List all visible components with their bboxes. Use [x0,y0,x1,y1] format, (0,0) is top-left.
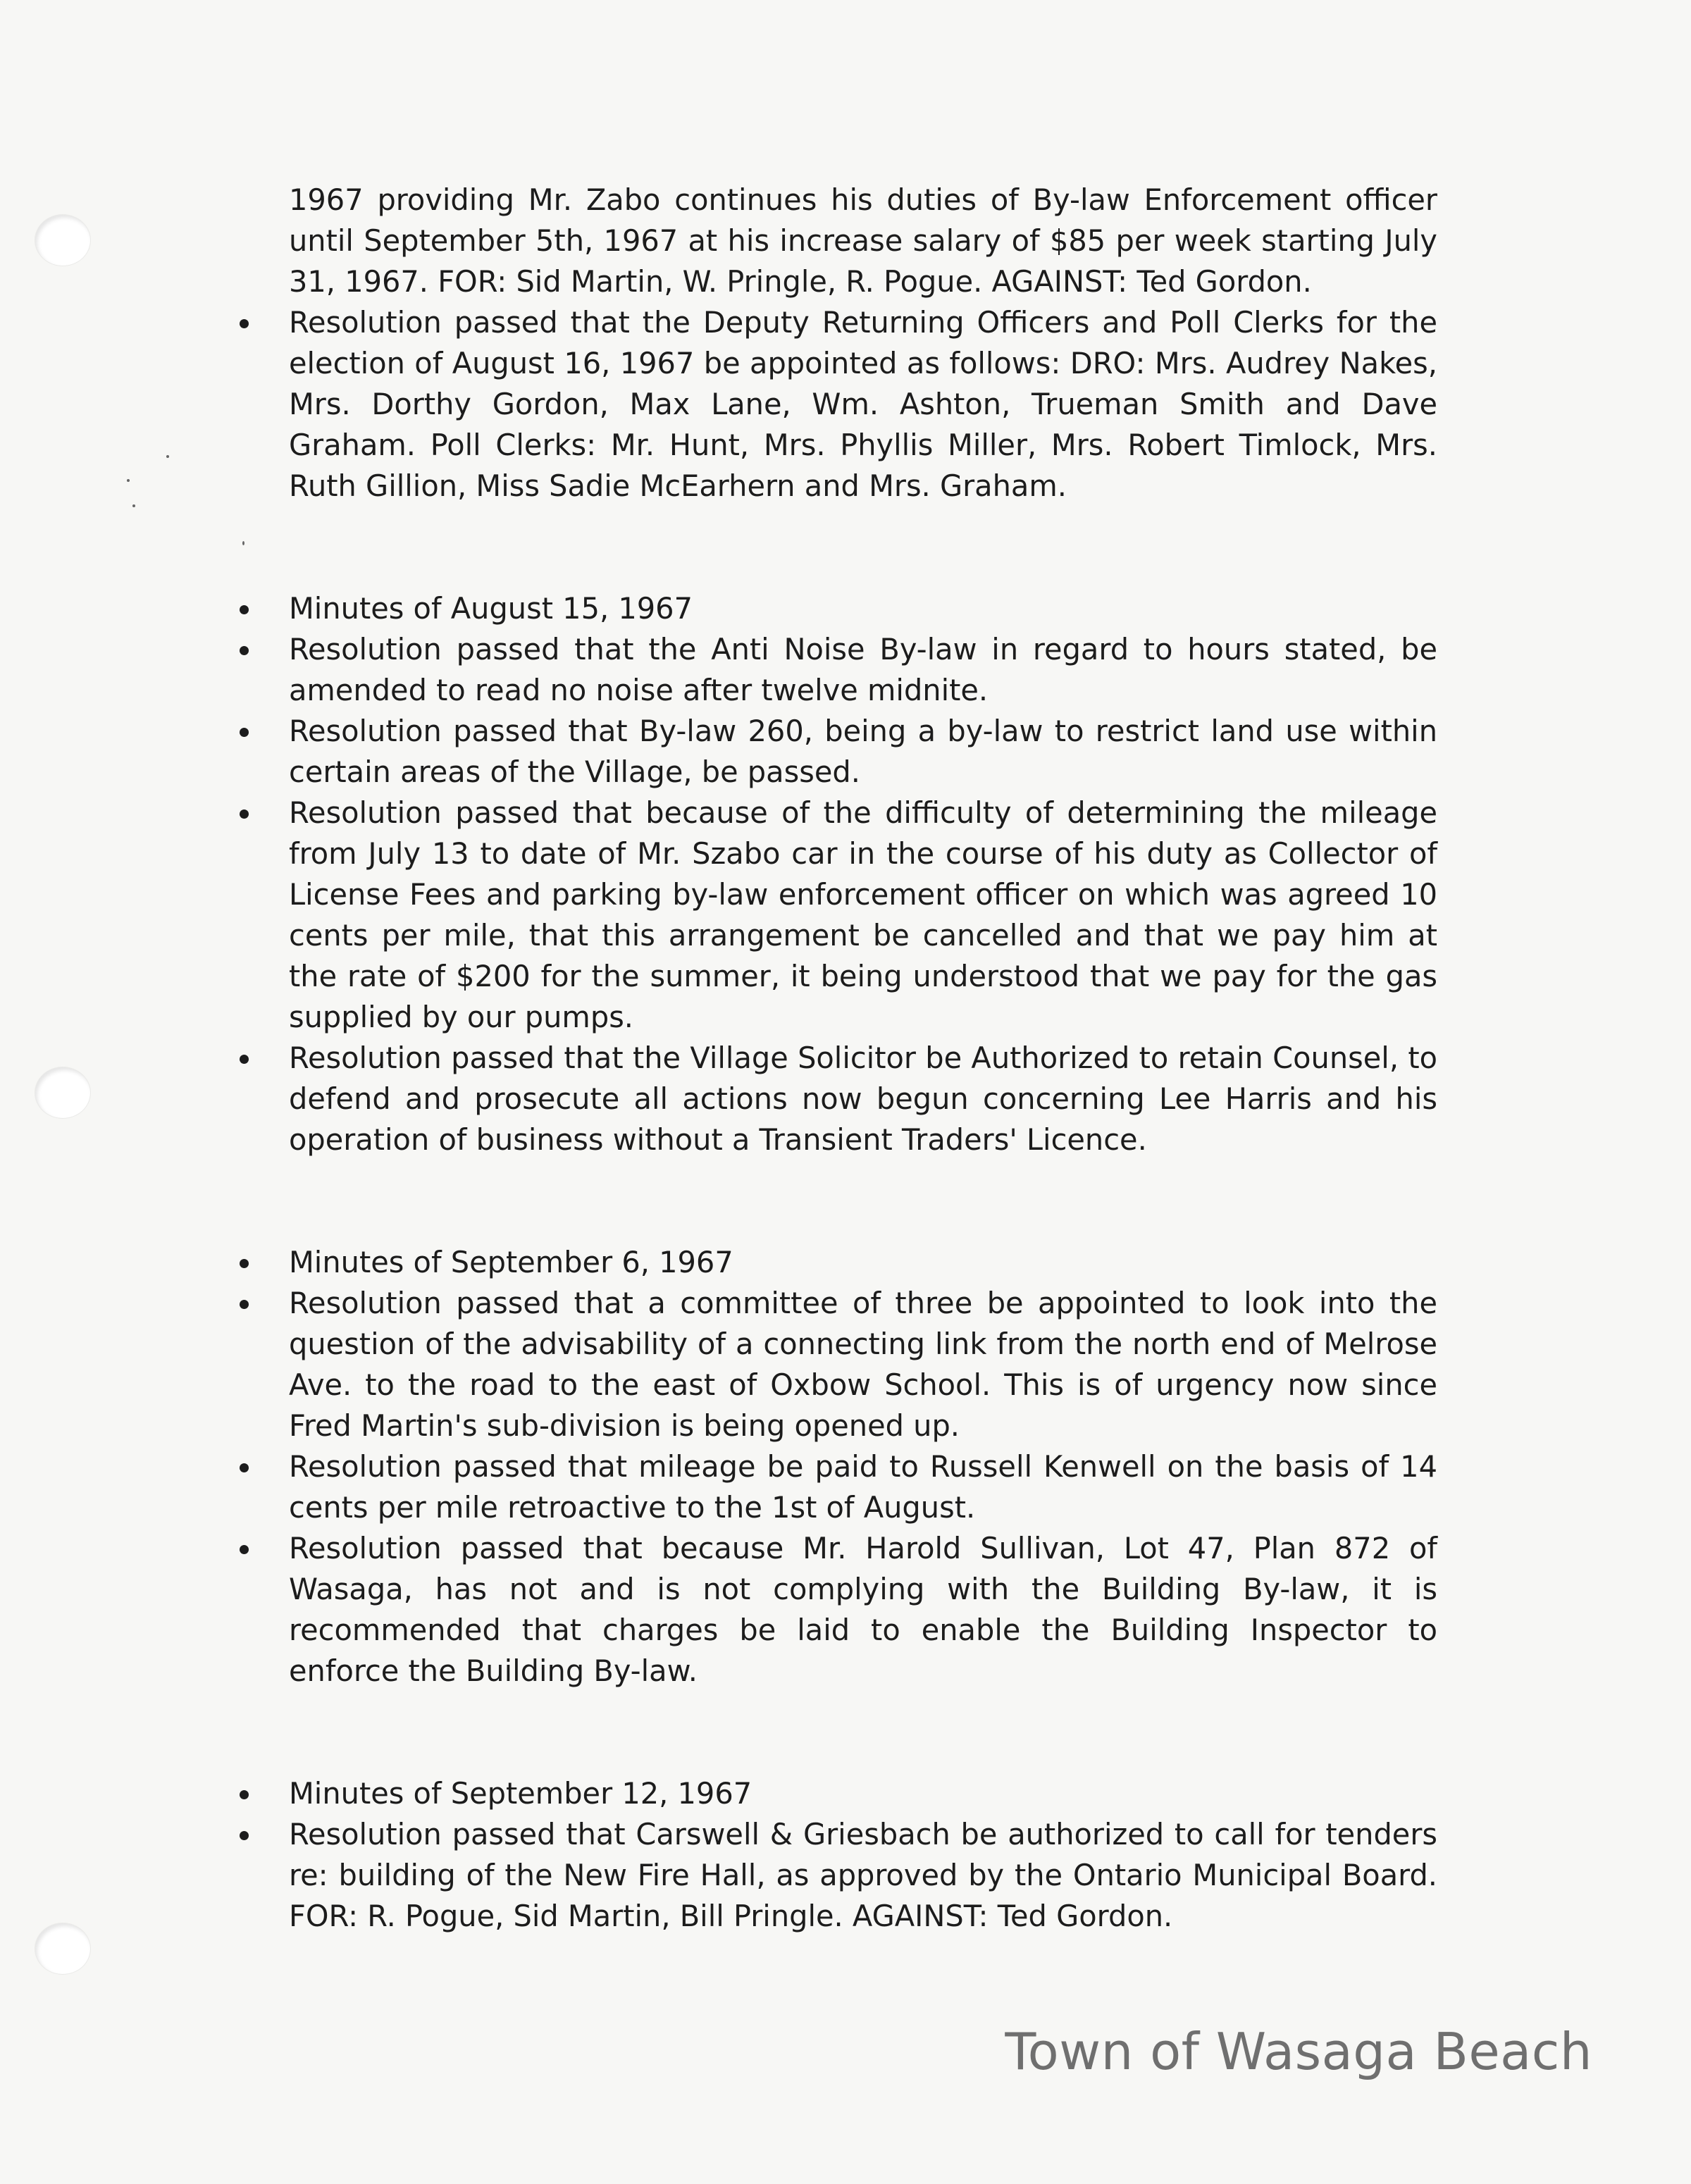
scan-speck [132,504,135,507]
scan-speck [127,479,130,482]
list-item: Resolution passed that the Village Solicitor be Authorized to retain Counsel, to defend and prosecute all actions now begun concerning Lee Harris and his operation of business without a Transient Traders' Licence. [233,1038,1437,1160]
document-body [233,180,1437,1937]
list-item: Resolution passed that mileage be paid to Russell Kenwell on the basis of 14 cents per mile retroactive to the 1st of August. [233,1446,1437,1528]
minutes-heading-sep-12: Minutes of September 12, 1967 [233,1773,1437,1814]
minutes-heading-aug-15: Minutes of August 15, 1967 [233,588,1437,629]
list-item: Resolution passed that the Deputy Returning Officers and Poll Clerks for the election of August 16, 1967 be appointed as follows: DRO: Mrs. Audrey Nakes, Mrs. Dorthy Gordon, Max Lane, Wm. Ashton, Trueman Smith and Dave Graham. Poll Clerks: Mr. Hunt, Mrs. Phyllis Miller, Mrs. Robert Timlock, Mrs. Ruth Gillion, Miss Sadie McEarhern and Mrs. Graham. [233,302,1437,507]
continuation-paragraph: 1967 providing Mr. Zabo continues his duties of By-law Enforcement officer until September 5th, 1967 at his increase salary of $85 per week starting July 31, 1967. FOR: Sid Martin, W. Pringle, R. Pogue. AGAINST: Ted Gordon. [289,182,1437,299]
punch-hole-bottom [35,1923,90,1974]
list-item: Resolution passed that because of the difficulty of determining the mileage from July 13 to date of Mr. Szabo car in the course of his duty as Collector of License Fees and parking by-law enforcement officer on which was agreed 10 cents per mile, that this arrangement be cancelled and that we pay him at the rate of $200 for the summer, it being understood that we pay for the gas supplied by our pumps. [233,793,1437,1038]
minutes-heading-sep-6: Minutes of September 6, 1967 [233,1242,1437,1283]
list-item: Resolution passed that the Anti Noise By-law in regard to hours stated, be amended to read no noise after twelve midnite. [233,629,1437,711]
watermark-text: Town of Wasaga Beach [1005,2022,1592,2081]
list-item: Resolution passed that By-law 260, being a by-law to restrict land use within certain areas of the Village, be passed. [233,711,1437,793]
list-item: Resolution passed that Carswell & Griesbach be authorized to call for tenders re: building of the New Fire Hall, as approved by the Ontario Municipal Board. FOR: R. Pogue, Sid Martin, Bill Pringle. AGAINST: Ted Gordon. [233,1814,1437,1937]
list-item: Resolution passed that a committee of three be appointed to look into the question of the advisability of a connecting link from the north end of Melrose Ave. to the road to the east of Oxbow School. This is of urgency now since Fred Martin's sub-division is being opened up. [233,1283,1437,1446]
punch-hole-top [35,215,90,266]
scan-speck [166,455,169,458]
list-item: Resolution passed that because Mr. Harold Sullivan, Lot 47, Plan 872 of Wasaga, has not and is not complying with the Building By-law, it is recommended that charges be laid to enable the Building Inspector to enforce the Building By-law. [233,1528,1437,1692]
punch-hole-middle [35,1067,90,1118]
